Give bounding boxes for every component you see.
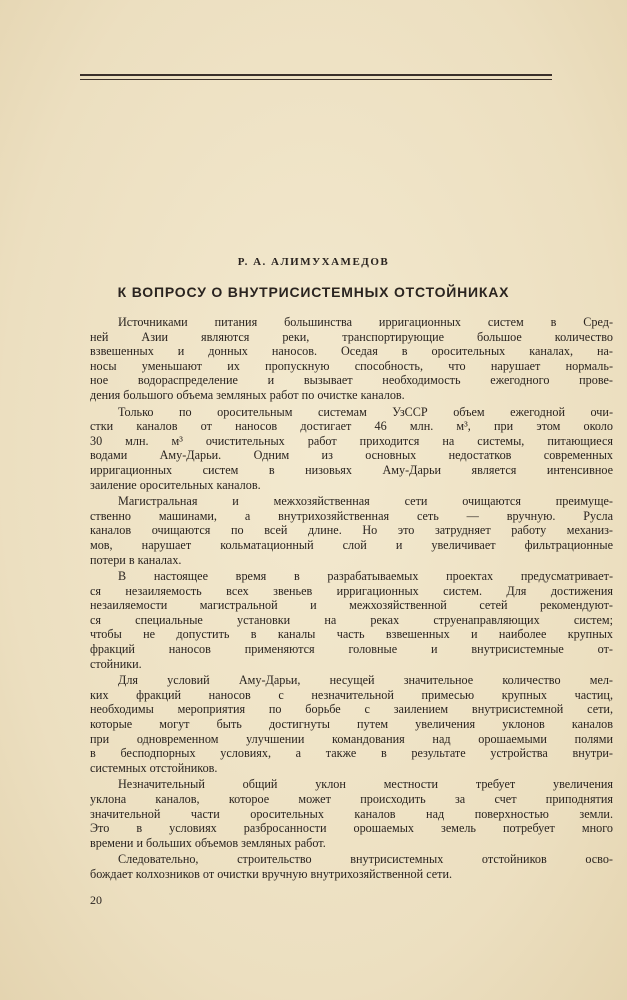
text-line: Для условий Аму-Дарьи, несущей значительное количество мел-: [118, 673, 613, 688]
text-line: носы уменьшают их пропускную способность, что нарушает нормаль-: [90, 358, 613, 373]
paragraph: [90, 852, 613, 881]
text-line: системных отстойников.: [90, 760, 218, 775]
text-line: ких фракций наносов с незначительной примесью крупных частиц,: [90, 687, 613, 702]
text-line: уклона каналов, которое может происходить за счет приподнятия: [90, 792, 613, 806]
text-line: Источниками питания большинства ирригационных систем в Сред-: [118, 315, 613, 329]
text-line: Это в условиях разбросанности орошаемых земель потребует много: [90, 821, 613, 836]
text-line: мов, нарушает кольматационный слой и увеличивает фильтрационные: [90, 537, 613, 552]
text-line: взвешенных и донных наносов. Оседая в оросительных каналах, на-: [90, 344, 613, 359]
text-line: ней Азии являются реки, транспортирующие большое количество: [90, 329, 613, 344]
text-line: водами Аму-Дарьи. Одним из основных недостатков современных: [90, 448, 613, 463]
paragraph: [90, 673, 613, 775]
text-line: ся незаиляемость всех звеньев ирригационных систем. Для достижения: [90, 583, 613, 598]
text-line: ственно машинами, а внутрихозяйственная сеть — вручную. Русла: [90, 508, 613, 523]
text-line: Следовательно, строительство внутрисистемных отстойников осво-: [118, 852, 613, 867]
text-line: ся специальные установки на реках струенаправляющих систем;: [90, 612, 613, 627]
text-line: в бесподпорных условиях, а также в результате устройства внутри-: [90, 746, 613, 761]
text-line: каналов очищаются по всей длине. Но это затрудняет работу механиз-: [90, 523, 613, 538]
text-line: стойники.: [90, 656, 142, 671]
text-line: незаиляемости магистральной и межхозяйственной сетей рекомендуют-: [90, 598, 613, 613]
text-line: 30 млн. м³ очистительных работ приходится на системы, питающиеся: [90, 433, 613, 448]
text-line: при одновременном улучшении командования над орошаемыми полями: [90, 731, 613, 746]
paragraph: [90, 777, 613, 850]
text-line: стки каналов от наносов достигает 46 млн. м³, при этом около: [90, 419, 613, 434]
text-line: ное водораспределение и вызывает необходимость ежегодного прове-: [90, 373, 613, 388]
page-number: 20: [90, 893, 102, 907]
text-line: ирригационных систем в низовьях Аму-Дарьи является интенсивное: [90, 462, 613, 477]
text-line: Магистральная и межхозяйственная сети очищаются преимуще-: [118, 494, 613, 509]
text-line: Только по оросительным системам УзССР объем ежегодной очи-: [118, 404, 613, 419]
paragraph: [90, 315, 613, 403]
article-body: [90, 315, 613, 884]
article-title: К ВОПРОСУ О ВНУТРИСИСТЕМНЫХ ОТСТОЙНИКАХ: [117, 284, 510, 300]
header-rule-thick: [80, 74, 552, 76]
text-line: заиление оросительных каналов.: [90, 477, 261, 492]
paragraph: [90, 494, 613, 567]
author-name: Р. А. АЛИМУХАМЕДОВ: [237, 256, 390, 268]
text-line: В настоящее время в разрабатываемых проектах предусматривает-: [118, 569, 613, 584]
text-line: Незначительный общий уклон местности требует увеличения: [118, 777, 613, 792]
text-line: необходимы мероприятия по борьбе с заилением внутрисистемной сети,: [90, 702, 613, 717]
paragraph: [90, 405, 613, 493]
text-line: времени и больших объемов земляных работ.: [90, 835, 326, 850]
text-line: значительной части оросительных каналов над поверхностью земли.: [90, 806, 613, 821]
text-line: бождает колхозников от очистки вручную внутрихозяйственной сети.: [90, 866, 453, 881]
text-line: чтобы не допустить в каналы часть взвешенных и наиболее крупных: [90, 627, 613, 642]
text-line: которые могут быть достигнуты путем увеличения уклонов каналов: [90, 717, 613, 732]
text-line: фракций наносов применяются головные и внутрисистемные от-: [90, 642, 613, 657]
paragraph: [90, 569, 613, 671]
header-rule-thin: [80, 79, 552, 80]
text-line: дения большого объема земляных работ по очистке каналов.: [90, 387, 405, 402]
text-line: потери в каналах.: [90, 552, 182, 567]
